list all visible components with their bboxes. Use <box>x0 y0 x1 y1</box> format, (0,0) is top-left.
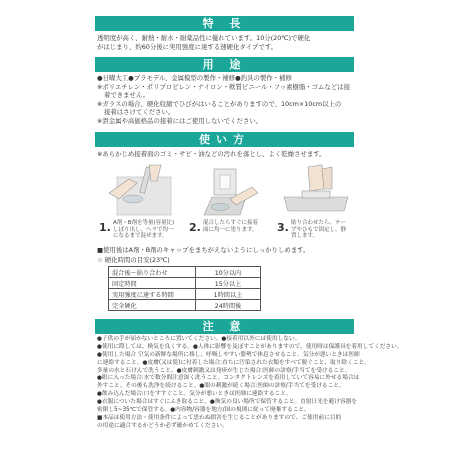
cure-time-table <box>108 266 261 311</box>
howto-steps <box>97 163 357 253</box>
uses-line: ●日曜大工●プラモデル、金属模型の製作・補修●釣具の製作・補修 <box>97 74 292 82</box>
caution-line: ●衣服についた場合はすぐにふき取ること。●換気の良い場所で保管すること。直射日光を避け容器を <box>97 399 358 406</box>
caution-line: ●子供の手が届かないところに置いてください。●接着用以外には使用しない。 <box>97 336 301 342</box>
step-line: プやひもで固定し、静 <box>291 226 347 233</box>
caution-line: ■本品は使用方法・使用条件によって思わぬ損害を生じることがありますので、ご使用前に目的 <box>97 414 342 421</box>
caution-line: ●使用した場合 空気の新鮮な場所に移し、呼吸しやすい姿勢で休息させること。気分が悪いときは医師 <box>97 351 360 358</box>
applying-illustration <box>190 163 266 217</box>
uses-line: 接着はさけてください。 <box>104 108 175 117</box>
table-row <box>109 300 261 311</box>
features-line: がはじまり、約60分後に実用強度に達する速硬化タイプです。 <box>97 42 278 51</box>
caution-line: ●飲み込んだ場合:口をすすぐこと。気分が悪いときは医師に連絡すること。 <box>97 391 292 398</box>
caution-line: ●眼に入った場合:水で数分間注意深く洗うこと。コンタクトレンズを着用していて容易に外せる場合は <box>97 375 360 382</box>
step-text <box>203 220 258 233</box>
bonding-illustration <box>278 163 354 217</box>
features-text <box>97 34 359 51</box>
caution-text <box>97 336 403 431</box>
uses-line: 着できません。 <box>104 91 150 100</box>
cure-stage: 完全硬化 <box>109 300 196 311</box>
cure-time: 15分以上 <box>196 278 261 289</box>
uses-line: ※貴金属や高価格品の接着にはご使用しないでください。 <box>97 116 263 125</box>
howto-header: 使い方 <box>95 132 354 147</box>
uses-line: ※ガラスの場合、硬化収縮でひびがはいることがありますので、10cm×10cm以上の <box>97 99 342 108</box>
table-row <box>109 289 261 300</box>
cure-stage: 固定時間 <box>109 278 196 289</box>
caution-line: 多量の水と石けんで洗うこと。●皮膚刺激又は発疹が生じた場合:医師の診察/手当てを受けること。 <box>97 367 351 374</box>
step-line: 混合したらすぐに接着 <box>203 220 259 226</box>
step-number: 2. <box>189 221 201 234</box>
cure-stage: 実用強度に達する時間 <box>109 289 196 300</box>
step-line: 貼り合わせたら、テー <box>291 220 347 226</box>
uses-text <box>97 74 359 126</box>
cap-note: ■使用後はA剤・B剤のキャップをまちがえないようにしっかりしめます。 <box>97 246 310 254</box>
caution-line: に連絡すること。●皮膚(又は髪)に付着した場合:直ちに汚染された衣類をすべて脱ぐこと、取り除くこと。 <box>97 359 370 366</box>
caution-line: 外すこと。その後も洗浄を続けること。●眼の刺激が続く場合:医師の診察/手当てを受けること。 <box>97 383 345 390</box>
step-line: しぼり出し、ヘラで均一 <box>113 226 174 233</box>
features-line: 透明度が高く、耐熱・耐水・耐薬品性に優れています。10分(20℃)で硬化 <box>97 34 311 42</box>
cure-time: 10分以内 <box>196 267 261 278</box>
uses-line: ※ポリエチレン・ポリプロピレン・ナイロン・軟質ビニール・フッ素樹脂・ゴムなどは接 <box>97 82 350 91</box>
step-number: 3. <box>277 221 289 234</box>
cure-time: 24時間後 <box>196 300 261 311</box>
howto-intro: ※あらかじめ接着面のゴミ・サビ・油などの汚れを落とし、よく乾燥させます。 <box>97 150 326 158</box>
cure-title: ☆ 硬化時間の目安(23℃) <box>97 256 170 264</box>
caution-line: ●使用に際しては、換気を良くする。●人体に影響を及ぼすことがありますので、使用時は保護具を着用してください。 <box>97 343 403 350</box>
table-row <box>109 267 261 278</box>
mixing-illustration <box>99 163 175 217</box>
step-number: 1. <box>99 221 111 234</box>
uses-header: 用 途 <box>95 57 354 72</box>
step-line: 置します。 <box>291 233 319 240</box>
caution-line: の用途に適合するかどうか必ず確かめてください。 <box>97 422 228 429</box>
table-row <box>109 278 261 289</box>
step-line: になるまで混ぜます。 <box>113 233 168 240</box>
step-line: A剤・B剤を等量(容量比) <box>113 220 175 226</box>
step-text <box>113 220 174 240</box>
cure-time: 1時間以上 <box>196 289 261 300</box>
step-line: 面に均一に塗ります。 <box>203 226 258 233</box>
cure-stage: 混合後〜貼り合わせ <box>109 267 196 278</box>
caution-line: 密閉し5~35℃で保管する。●内容物/容器を地方/国の規則に従って廃棄すること。 <box>97 407 310 414</box>
step-text <box>291 220 346 240</box>
features-header: 特 長 <box>95 16 354 31</box>
caution-header: 注 意 <box>95 319 354 334</box>
